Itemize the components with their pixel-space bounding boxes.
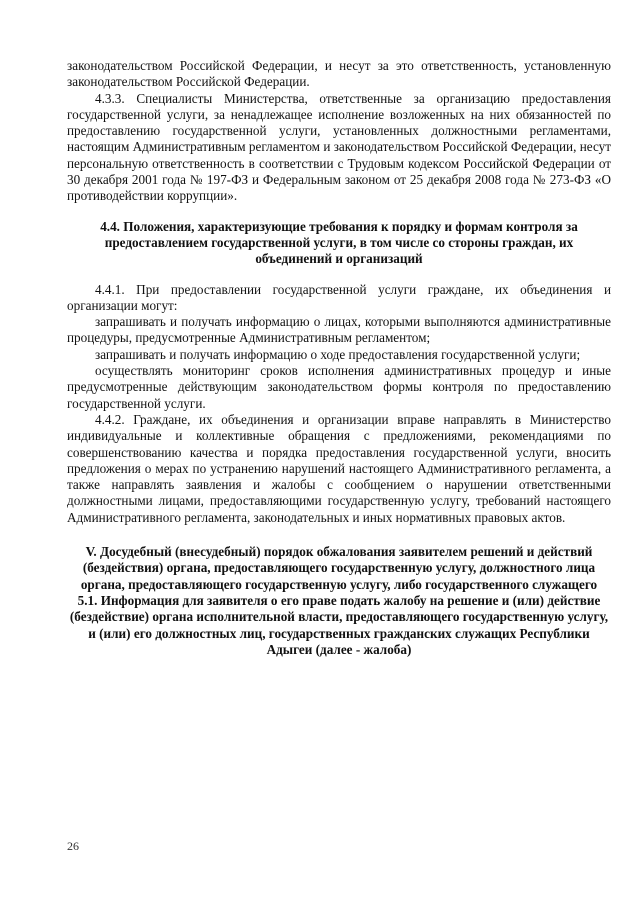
section-heading-4-4: 4.4. Положения, характеризующие требования к порядку и формам контроля за предоставлением государственной услуги, в том числе со стороны граждан, их объединений и организаций — [100, 218, 578, 267]
paragraph-4-4-2: 4.4.2. Граждане, их объединения и организации вправе направлять в Министерство индивидуальные и коллективные обращения с предложениями, рекомендациями по совершенствованию качества и порядка предоставления государственной услуги, вносить предложения о мерах по устранению нарушений настоящего Административного регламента, а также направлять заявления и жалобы с сообщением о нарушении ответственными должностными лицами, предоставляющими государственную услугу, требований настоящего Административного регламента, законодательных и иных нормативных правовых актов. — [67, 411, 611, 525]
section-heading-V: V. Досудебный (внесудебный) порядок обжалования заявителем решений и действий (бездействия) органа, предоставляющего государственную услугу, должностного лица органа, предоставляющего государственную услугу, либо государственного служащего — [80, 544, 598, 592]
paragraph-4-3-3: 4.3.3. Специалисты Министерства, ответственные за организацию предоставления государственной услуги, за ненадлежащее исполнение возложенных на них обязанностей по предоставлению государственной услуги, установленных должностными регламентами, настоящим Административным регламентом и законодательством Российской Федерации, несут персональную ответственность в соответствии с Трудовым кодексом Российской Федерации от 30 декабря 2001 года № 197-ФЗ и Федеральным законом от 25 декабря 2008 года № 273-ФЗ «О противодействии коррупции». — [67, 90, 611, 204]
page-number: 26 — [67, 839, 79, 853]
section-heading-5-1: 5.1. Информация для заявителя о его праве подать жалобу на решение и (или) действие (бездействие) органа исполнительной власти, предоставляющего государственную услугу, и (или) его должностных лиц, государственных гражданских служащих Республики Адыгеи (далее - жалоба) — [69, 592, 609, 657]
paragraph-continuation: законодательством Российской Федерации, и несут за это ответственность, установленную законодательством Российской Федерации. — [67, 58, 611, 90]
paragraph-4-4-1-item-1: запрашивать и получать информацию о лицах, которыми выполняются административные процедуры, предусмотренные Административным регламентом; — [67, 314, 611, 346]
paragraph-4-4-1-item-3: осуществлять мониторинг сроков исполнения административных процедур и иные предусмотренные действующим законодательством формы контроля по предоставлению государственной услуги. — [67, 363, 611, 411]
paragraph-4-4-1-item-2: запрашивать и получать информацию о ходе предоставления государственной услуги; — [95, 346, 581, 362]
paragraph-4-4-1: 4.4.1. При предоставлении государственной услуги граждане, их объединения и организации могут: — [67, 281, 611, 313]
document-body — [67, 58, 611, 658]
